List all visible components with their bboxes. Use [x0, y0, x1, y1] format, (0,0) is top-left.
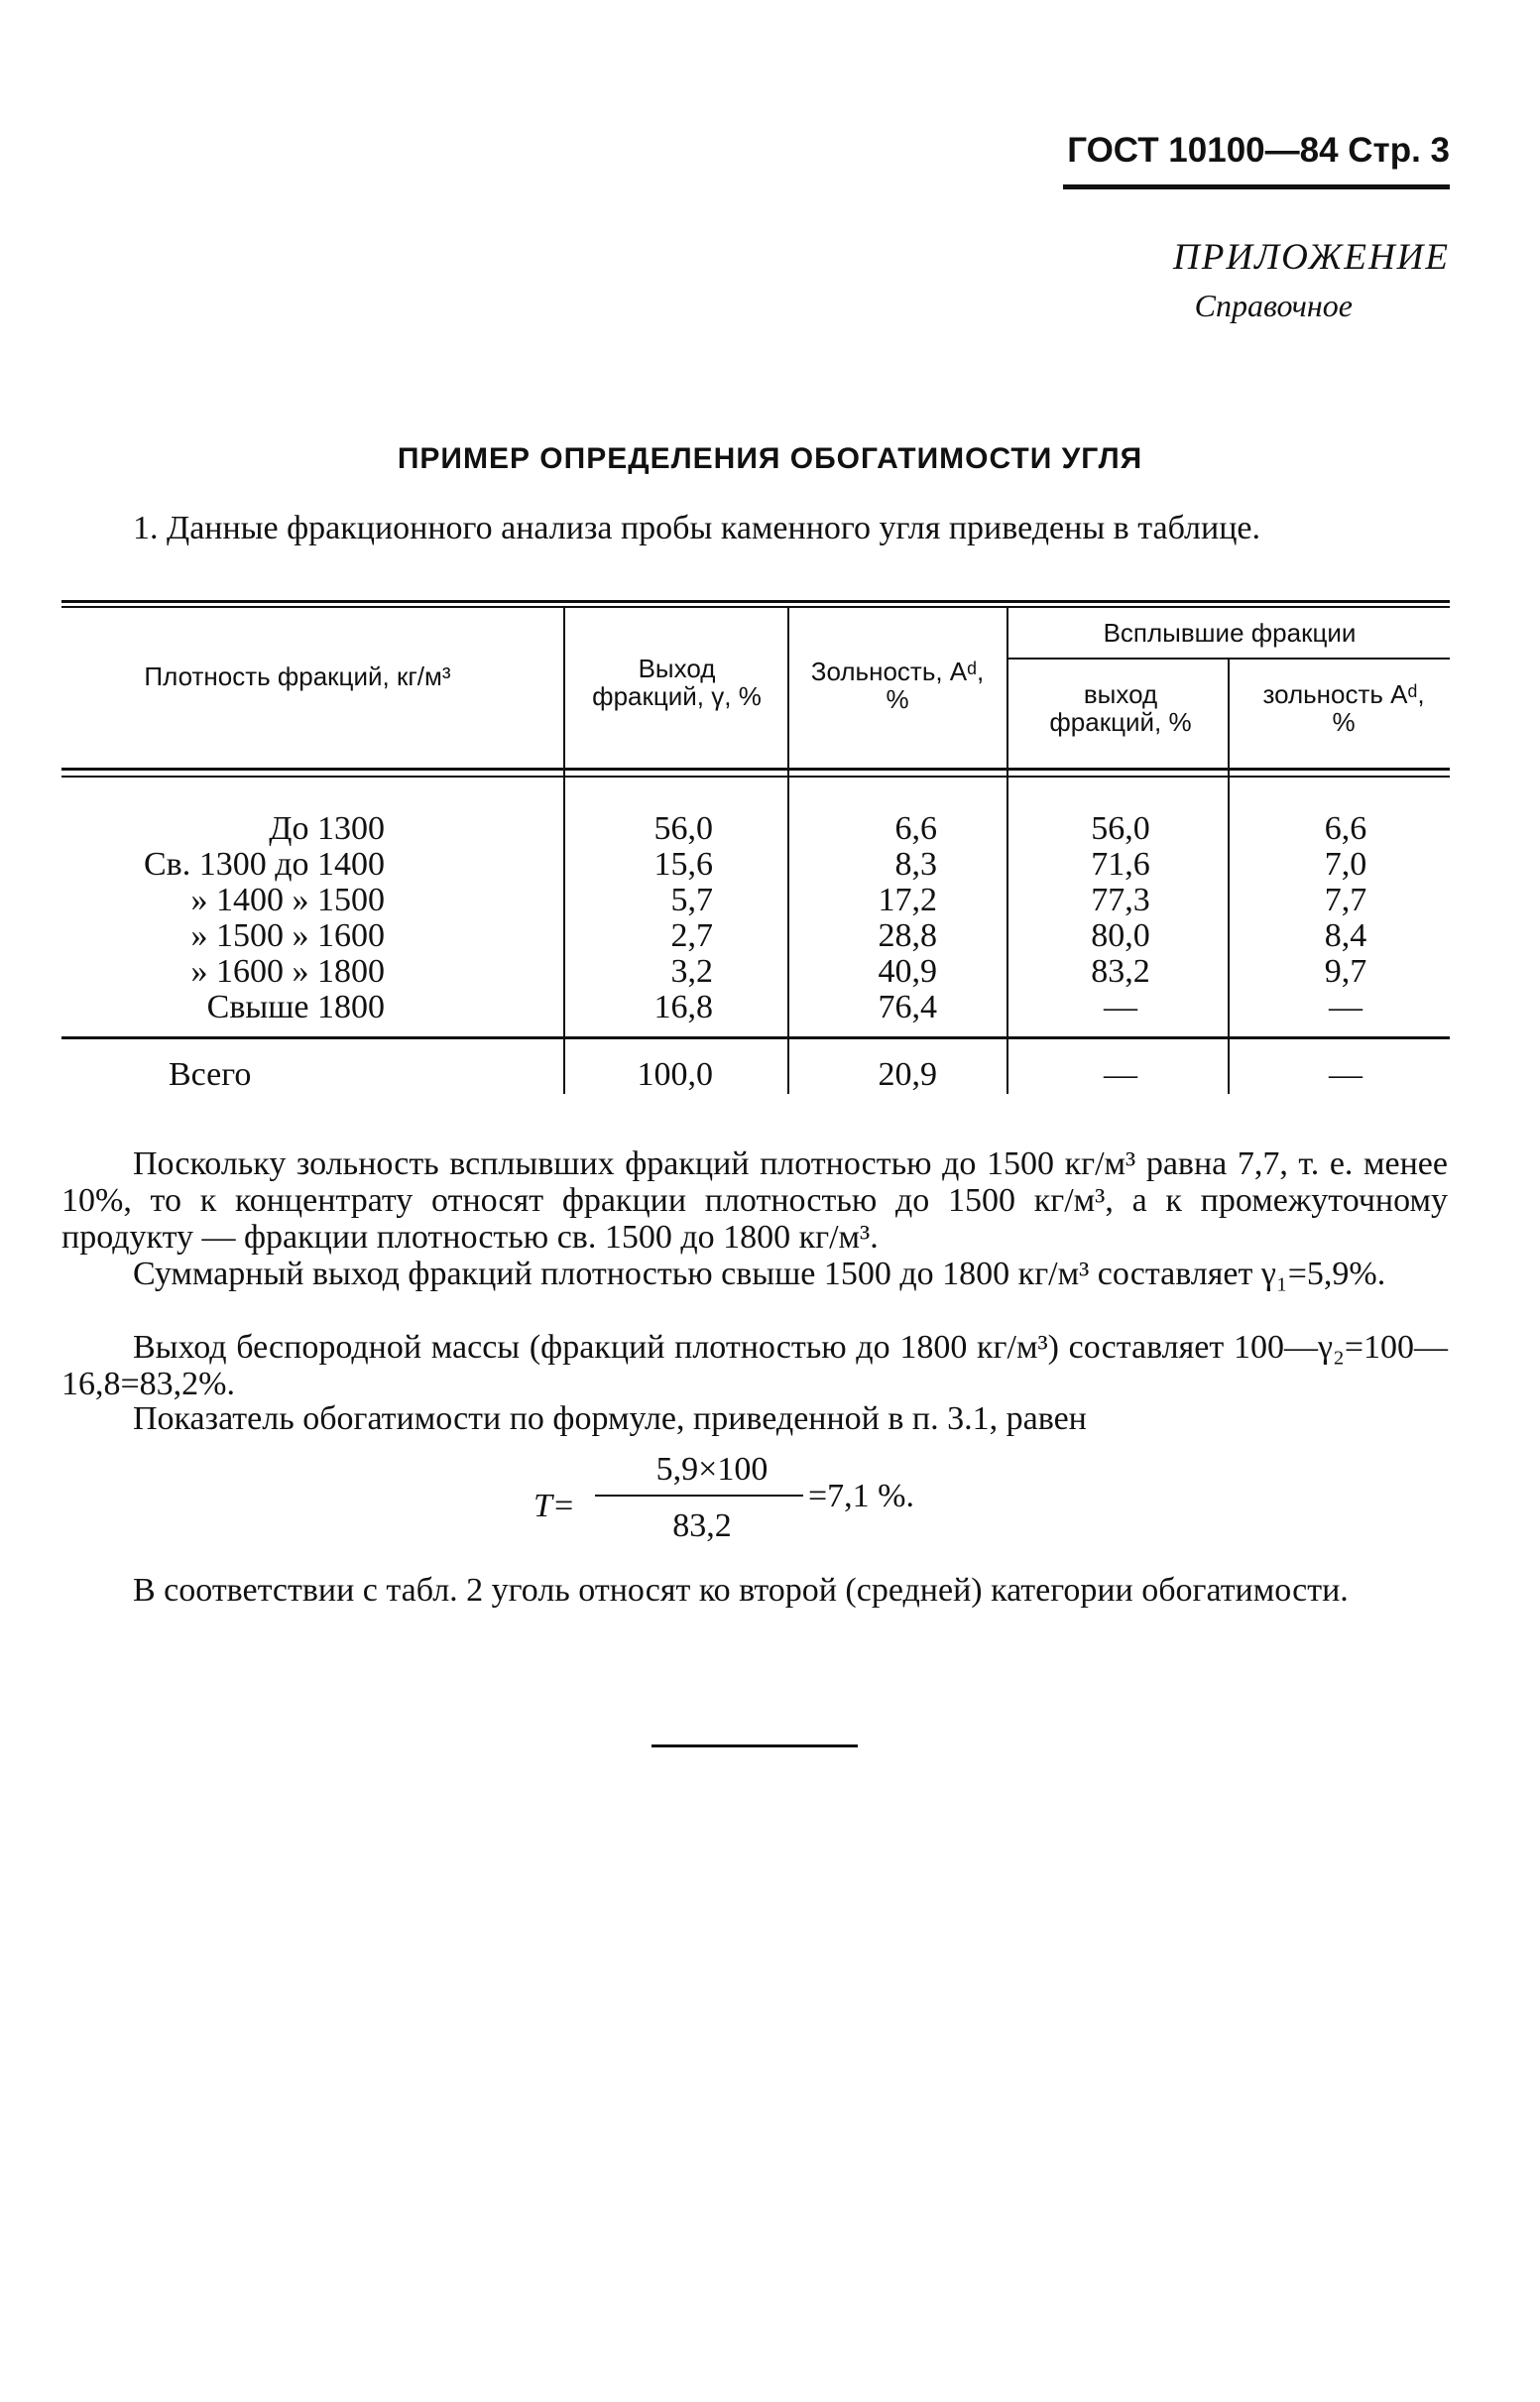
- table-top-rule-2: [61, 606, 1450, 608]
- total-ash: 20,9: [878, 1056, 937, 1093]
- table-cell: 40,9: [878, 953, 937, 990]
- total-float-yield: —: [1104, 1056, 1137, 1093]
- col-divider-3: [1007, 608, 1008, 1094]
- table-cell: 83,2: [1091, 953, 1150, 990]
- total-yield: 100,0: [637, 1056, 713, 1093]
- table-cell: 7,7: [1324, 882, 1367, 918]
- table-cell: 17,2: [878, 882, 937, 918]
- appendix-title: ПРИЛОЖЕНИЕ: [1173, 237, 1450, 278]
- header-yield: Выход фракций, γ, %: [592, 654, 762, 711]
- table-cell: 6,6: [1324, 810, 1367, 847]
- table-cell: 3,2: [670, 953, 713, 990]
- col-divider-1: [563, 608, 565, 1094]
- table-cell: 76,4: [878, 989, 937, 1025]
- header-bottom-rule-2: [61, 776, 1450, 778]
- table-cell: 8,3: [894, 846, 937, 883]
- table-cell: 6,6: [894, 810, 937, 847]
- formula-result: =7,1 %.: [808, 1478, 914, 1514]
- ash-column: [813, 811, 937, 1025]
- table-row: Св. 1300 до 1400: [143, 846, 385, 883]
- table-cell: 9,7: [1324, 953, 1367, 990]
- table-cell: 8,4: [1324, 917, 1367, 954]
- table-cell: 77,3: [1091, 882, 1150, 918]
- header-float-ash: зольность Aᵈ, %: [1262, 679, 1425, 737]
- appendix-subtitle: Справочное: [1194, 288, 1353, 323]
- density-column: [61, 811, 385, 1025]
- intro-paragraph: [61, 510, 1448, 546]
- table-row: » 1600 » 1800: [190, 953, 385, 990]
- yield-column: [595, 811, 713, 1025]
- table-cell: 5,7: [670, 882, 713, 918]
- header-bottom-rule: [61, 768, 1450, 771]
- table-cell: 56,0: [653, 810, 713, 847]
- table-cell: 16,8: [653, 989, 713, 1025]
- table-cell: 28,8: [878, 917, 937, 954]
- header-float-yield: выход фракций, %: [1049, 679, 1192, 737]
- table-row: До 1300: [269, 810, 385, 847]
- col-divider-2: [787, 608, 789, 1094]
- header-density: Плотность фракций, кг/м³: [144, 661, 451, 691]
- float-ash-column: [1251, 811, 1440, 1025]
- float-yield-column: [1031, 811, 1210, 1025]
- table-cell: 80,0: [1091, 917, 1150, 954]
- paragraph-4: Показатель обогатимости по формуле, приведенной в п. 3.1, равен: [133, 1400, 1087, 1437]
- table-cell: 2,7: [670, 917, 713, 954]
- total-rule: [61, 1036, 1450, 1039]
- table-cell: 71,6: [1091, 846, 1150, 883]
- total-float-ash: —: [1329, 1056, 1362, 1093]
- table-cell: 7,0: [1324, 846, 1367, 883]
- header-float-group: Всплывшие фракции: [1103, 618, 1357, 648]
- header-rule: [1063, 184, 1450, 189]
- page-header: ГОСТ 10100—84 Стр. 3: [1067, 131, 1450, 170]
- fraction-bar: [595, 1495, 803, 1497]
- paragraph-2: Суммарный выход фракций плотностью свыше 1500 до 1800 кг/м³ составляет γ₁=5,9%.: [133, 1256, 1386, 1292]
- col-divider-4: [1228, 660, 1230, 1094]
- total-label: Всего: [169, 1056, 252, 1093]
- table-cell: —: [1104, 989, 1137, 1025]
- formula-numerator: 5,9×100: [655, 1451, 769, 1488]
- table-cell: —: [1329, 989, 1362, 1025]
- paragraph-1: Поскольку зольность всплывших фракций плотностью до 1500 кг/м³ равна 7,7, т. е. менее 10%, то к концентрату относят фракции плотностью до 1500 кг/м³, а к промежуточному продукту — фракции плотностью св. 1500 до 1800 кг/м³.: [61, 1145, 1448, 1256]
- table-top-rule: [61, 600, 1450, 603]
- table-cell: 15,6: [653, 846, 713, 883]
- document-title: ПРИМЕР ОПРЕДЕЛЕНИЯ ОБОГАТИМОСТИ УГЛЯ: [397, 442, 1143, 475]
- header-ash: Зольность, Aᵈ, %: [810, 657, 985, 714]
- table-row: Свыше 1800: [206, 989, 385, 1025]
- paragraph-3: Выход беспородной массы (фракций плотностью до 1800 кг/м³) составляет 100—γ₂=100—16,8=83,2%.: [61, 1329, 1448, 1402]
- formula-lhs: T=: [533, 1488, 575, 1524]
- table-row: » 1500 » 1600: [190, 917, 385, 954]
- intro-text: 1. Данные фракционного анализа пробы каменного угля приведены в таблице.: [133, 510, 1260, 546]
- formula-denominator: 83,2: [672, 1507, 732, 1544]
- table-row: » 1400 » 1500: [190, 882, 385, 918]
- paragraph-5: В соответствии с табл. 2 уголь относят ко второй (средней) категории обогатимости.: [133, 1572, 1349, 1609]
- table-cell: 56,0: [1091, 810, 1150, 847]
- footer-rule: [652, 1744, 858, 1747]
